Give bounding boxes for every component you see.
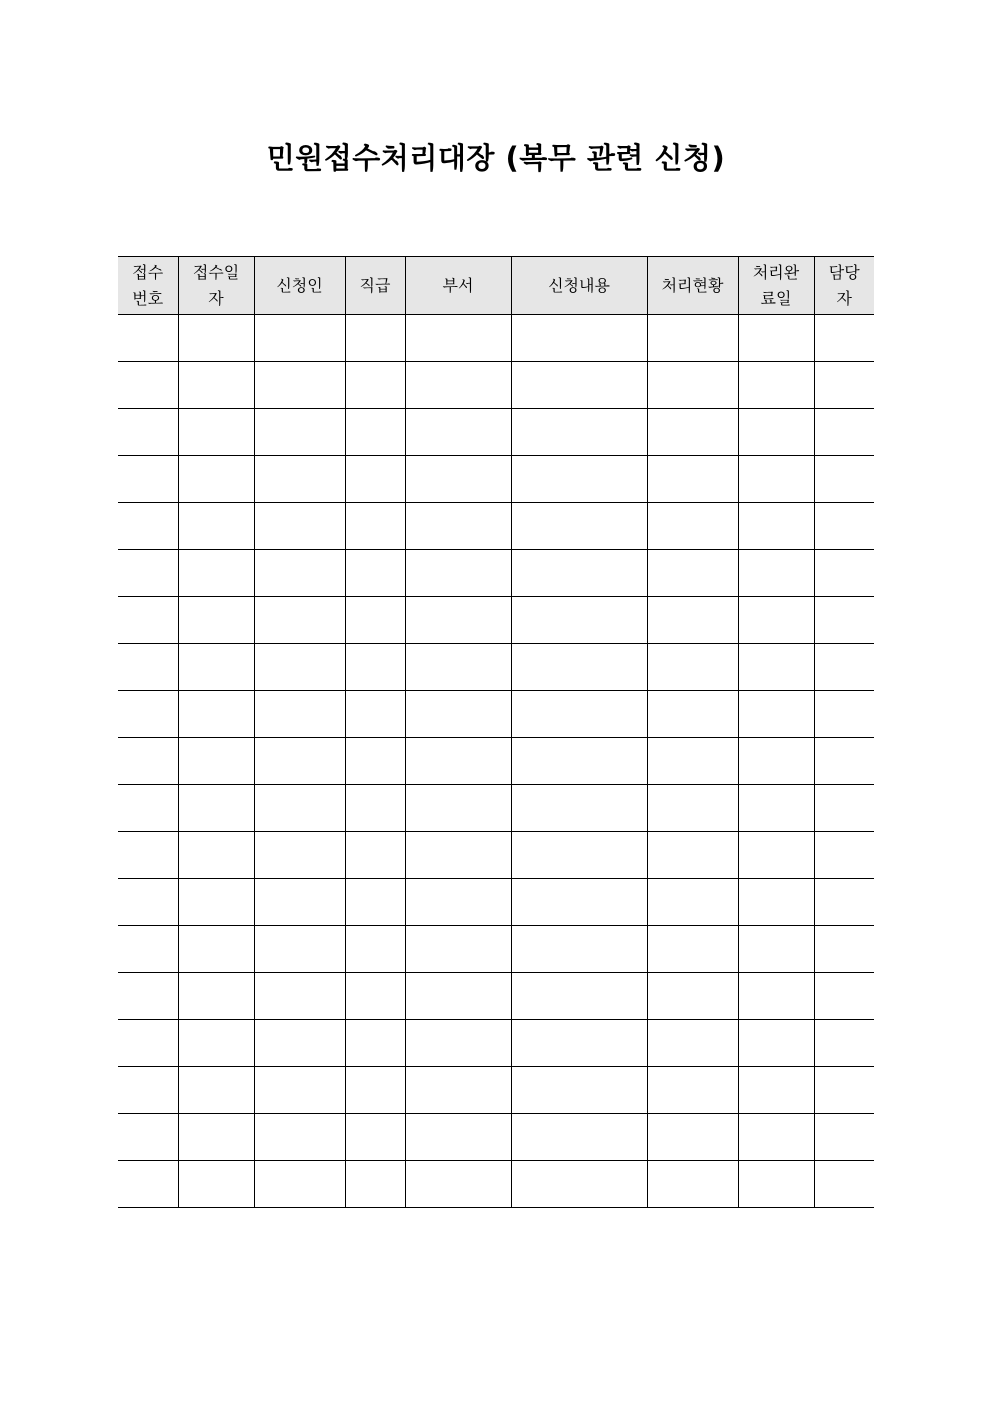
receipt-number-cell[interactable] [118, 362, 178, 409]
processing-status-cell[interactable] [647, 785, 738, 832]
request-details-cell[interactable] [511, 503, 647, 550]
applicant-cell[interactable] [254, 926, 345, 973]
table-row [118, 738, 874, 785]
completion-date-cell[interactable] [738, 785, 814, 832]
completion-date-cell[interactable] [738, 738, 814, 785]
applicant-cell[interactable] [254, 738, 345, 785]
applicant-cell[interactable] [254, 832, 345, 879]
table-row [118, 832, 874, 879]
completion-date-cell[interactable] [738, 973, 814, 1020]
request-details-cell[interactable] [511, 362, 647, 409]
header-completion-date: 처리완 료일 [738, 257, 814, 315]
processing-status-cell[interactable] [647, 1161, 738, 1208]
department-cell[interactable] [405, 409, 511, 456]
department-cell[interactable] [405, 644, 511, 691]
processing-status-cell[interactable] [647, 409, 738, 456]
person-in-charge-cell[interactable] [814, 1114, 874, 1161]
completion-date-cell[interactable] [738, 550, 814, 597]
processing-status-cell[interactable] [647, 691, 738, 738]
processing-status-cell[interactable] [647, 1067, 738, 1114]
receipt-number-cell[interactable] [118, 832, 178, 879]
processing-status-cell[interactable] [647, 926, 738, 973]
request-details-cell[interactable] [511, 1161, 647, 1208]
header-row [118, 257, 874, 315]
receipt-number-cell[interactable] [118, 691, 178, 738]
header-position: 직급 [345, 257, 405, 315]
receipt-number-cell[interactable] [118, 785, 178, 832]
table-row [118, 409, 874, 456]
position-cell[interactable] [345, 1161, 405, 1208]
position-cell[interactable] [345, 973, 405, 1020]
processing-status-cell[interactable] [647, 1020, 738, 1067]
department-cell[interactable] [405, 315, 511, 362]
position-cell[interactable] [345, 597, 405, 644]
table-row [118, 503, 874, 550]
person-in-charge-cell[interactable] [814, 550, 874, 597]
request-details-cell[interactable] [511, 597, 647, 644]
receipt-date-cell[interactable] [178, 362, 254, 409]
applicant-cell[interactable] [254, 691, 345, 738]
receipt-date-cell[interactable] [178, 456, 254, 503]
applicant-cell[interactable] [254, 409, 345, 456]
person-in-charge-cell[interactable] [814, 785, 874, 832]
receipt-date-cell[interactable] [178, 550, 254, 597]
receipt-number-cell[interactable] [118, 879, 178, 926]
person-in-charge-cell[interactable] [814, 315, 874, 362]
processing-status-cell[interactable] [647, 738, 738, 785]
table-row [118, 362, 874, 409]
applicant-cell[interactable] [254, 644, 345, 691]
person-in-charge-cell[interactable] [814, 691, 874, 738]
receipt-number-cell[interactable] [118, 456, 178, 503]
person-in-charge-cell[interactable] [814, 879, 874, 926]
receipt-date-cell[interactable] [178, 785, 254, 832]
completion-date-cell[interactable] [738, 503, 814, 550]
receipt-date-cell[interactable] [178, 1114, 254, 1161]
applicant-cell[interactable] [254, 362, 345, 409]
department-cell[interactable] [405, 550, 511, 597]
receipt-date-cell[interactable] [178, 409, 254, 456]
applicant-cell[interactable] [254, 785, 345, 832]
applicant-cell[interactable] [254, 973, 345, 1020]
position-cell[interactable] [345, 832, 405, 879]
person-in-charge-cell[interactable] [814, 973, 874, 1020]
department-cell[interactable] [405, 1020, 511, 1067]
request-details-cell[interactable] [511, 785, 647, 832]
processing-status-cell[interactable] [647, 456, 738, 503]
completion-date-cell[interactable] [738, 456, 814, 503]
department-cell[interactable] [405, 503, 511, 550]
header-receipt-number: 접수 번호 [118, 257, 178, 315]
receipt-date-cell[interactable] [178, 926, 254, 973]
request-details-cell[interactable] [511, 550, 647, 597]
person-in-charge-cell[interactable] [814, 503, 874, 550]
completion-date-cell[interactable] [738, 1067, 814, 1114]
receipt-number-cell[interactable] [118, 644, 178, 691]
person-in-charge-cell[interactable] [814, 926, 874, 973]
position-cell[interactable] [345, 785, 405, 832]
receipt-number-cell[interactable] [118, 597, 178, 644]
completion-date-cell[interactable] [738, 879, 814, 926]
position-cell[interactable] [345, 550, 405, 597]
applicant-cell[interactable] [254, 879, 345, 926]
position-cell[interactable] [345, 362, 405, 409]
table-row [118, 315, 874, 362]
position-cell[interactable] [345, 879, 405, 926]
applicant-cell[interactable] [254, 456, 345, 503]
receipt-date-cell[interactable] [178, 879, 254, 926]
completion-date-cell[interactable] [738, 691, 814, 738]
table-row [118, 1067, 874, 1114]
department-cell[interactable] [405, 738, 511, 785]
table-row [118, 879, 874, 926]
receipt-date-cell[interactable] [178, 973, 254, 1020]
position-cell[interactable] [345, 691, 405, 738]
request-details-cell[interactable] [511, 691, 647, 738]
receipt-number-cell[interactable] [118, 738, 178, 785]
request-details-cell[interactable] [511, 456, 647, 503]
receipt-number-cell[interactable] [118, 503, 178, 550]
position-cell[interactable] [345, 456, 405, 503]
position-cell[interactable] [345, 315, 405, 362]
request-details-cell[interactable] [511, 738, 647, 785]
receipt-date-cell[interactable] [178, 1020, 254, 1067]
person-in-charge-cell[interactable] [814, 1067, 874, 1114]
applicant-cell[interactable] [254, 315, 345, 362]
request-details-cell[interactable] [511, 1067, 647, 1114]
department-cell[interactable] [405, 1161, 511, 1208]
completion-date-cell[interactable] [738, 1020, 814, 1067]
department-cell[interactable] [405, 597, 511, 644]
request-details-cell[interactable] [511, 315, 647, 362]
table-row [118, 1161, 874, 1208]
position-cell[interactable] [345, 1020, 405, 1067]
receipt-number-cell[interactable] [118, 315, 178, 362]
completion-date-cell[interactable] [738, 926, 814, 973]
completion-date-cell[interactable] [738, 597, 814, 644]
request-details-cell[interactable] [511, 973, 647, 1020]
header-department: 부서 [405, 257, 511, 315]
receipt-number-cell[interactable] [118, 1161, 178, 1208]
processing-status-cell[interactable] [647, 1114, 738, 1161]
receipt-number-cell[interactable] [118, 973, 178, 1020]
applicant-cell[interactable] [254, 1067, 345, 1114]
completion-date-cell[interactable] [738, 315, 814, 362]
table-row [118, 597, 874, 644]
request-details-cell[interactable] [511, 409, 647, 456]
request-details-cell[interactable] [511, 832, 647, 879]
processing-status-cell[interactable] [647, 832, 738, 879]
table-row [118, 644, 874, 691]
applicant-cell[interactable] [254, 1161, 345, 1208]
applicant-cell[interactable] [254, 1114, 345, 1161]
person-in-charge-cell[interactable] [814, 456, 874, 503]
department-cell[interactable] [405, 1067, 511, 1114]
department-cell[interactable] [405, 1114, 511, 1161]
position-cell[interactable] [345, 1114, 405, 1161]
processing-status-cell[interactable] [647, 973, 738, 1020]
department-cell[interactable] [405, 362, 511, 409]
processing-status-cell[interactable] [647, 315, 738, 362]
complaint-ledger-table [118, 256, 874, 1208]
receipt-date-cell[interactable] [178, 315, 254, 362]
department-cell[interactable] [405, 691, 511, 738]
table-row [118, 1114, 874, 1161]
department-cell[interactable] [405, 785, 511, 832]
completion-date-cell[interactable] [738, 362, 814, 409]
completion-date-cell[interactable] [738, 409, 814, 456]
header-request-details: 신청내용 [511, 257, 647, 315]
table-row [118, 1020, 874, 1067]
receipt-date-cell[interactable] [178, 832, 254, 879]
receipt-number-cell[interactable] [118, 409, 178, 456]
header-applicant: 신청인 [254, 257, 345, 315]
person-in-charge-cell[interactable] [814, 832, 874, 879]
person-in-charge-cell[interactable] [814, 362, 874, 409]
receipt-date-cell[interactable] [178, 691, 254, 738]
processing-status-cell[interactable] [647, 644, 738, 691]
person-in-charge-cell[interactable] [814, 1161, 874, 1208]
receipt-number-cell[interactable] [118, 1020, 178, 1067]
header-receipt-date: 접수일 자 [178, 257, 254, 315]
position-cell[interactable] [345, 409, 405, 456]
receipt-date-cell[interactable] [178, 503, 254, 550]
table-row [118, 785, 874, 832]
processing-status-cell[interactable] [647, 550, 738, 597]
position-cell[interactable] [345, 738, 405, 785]
person-in-charge-cell[interactable] [814, 738, 874, 785]
page-title: 민원접수처리대장 (복무 관련 신청) [266, 141, 726, 175]
request-details-cell[interactable] [511, 1020, 647, 1067]
completion-date-cell[interactable] [738, 1114, 814, 1161]
processing-status-cell[interactable] [647, 597, 738, 644]
position-cell[interactable] [345, 503, 405, 550]
header-processing-status: 처리현황 [647, 257, 738, 315]
applicant-cell[interactable] [254, 550, 345, 597]
person-in-charge-cell[interactable] [814, 1020, 874, 1067]
receipt-date-cell[interactable] [178, 597, 254, 644]
receipt-number-cell[interactable] [118, 926, 178, 973]
position-cell[interactable] [345, 644, 405, 691]
processing-status-cell[interactable] [647, 503, 738, 550]
position-cell[interactable] [345, 926, 405, 973]
receipt-date-cell[interactable] [178, 1161, 254, 1208]
applicant-cell[interactable] [254, 597, 345, 644]
department-cell[interactable] [405, 456, 511, 503]
department-cell[interactable] [405, 926, 511, 973]
request-details-cell[interactable] [511, 926, 647, 973]
processing-status-cell[interactable] [647, 879, 738, 926]
completion-date-cell[interactable] [738, 644, 814, 691]
header-person-in-charge: 담당 자 [814, 257, 874, 315]
department-cell[interactable] [405, 879, 511, 926]
table-row [118, 973, 874, 1020]
receipt-number-cell[interactable] [118, 1114, 178, 1161]
receipt-date-cell[interactable] [178, 644, 254, 691]
completion-date-cell[interactable] [738, 832, 814, 879]
position-cell[interactable] [345, 1067, 405, 1114]
person-in-charge-cell[interactable] [814, 644, 874, 691]
applicant-cell[interactable] [254, 1020, 345, 1067]
completion-date-cell[interactable] [738, 1161, 814, 1208]
department-cell[interactable] [405, 832, 511, 879]
table-row [118, 926, 874, 973]
person-in-charge-cell[interactable] [814, 409, 874, 456]
table-row [118, 456, 874, 503]
processing-status-cell[interactable] [647, 362, 738, 409]
table-row [118, 550, 874, 597]
applicant-cell[interactable] [254, 503, 345, 550]
table-row [118, 691, 874, 738]
request-details-cell[interactable] [511, 1114, 647, 1161]
receipt-number-cell[interactable] [118, 550, 178, 597]
request-details-cell[interactable] [511, 644, 647, 691]
receipt-number-cell[interactable] [118, 1067, 178, 1114]
receipt-date-cell[interactable] [178, 738, 254, 785]
request-details-cell[interactable] [511, 879, 647, 926]
person-in-charge-cell[interactable] [814, 597, 874, 644]
receipt-date-cell[interactable] [178, 1067, 254, 1114]
department-cell[interactable] [405, 973, 511, 1020]
